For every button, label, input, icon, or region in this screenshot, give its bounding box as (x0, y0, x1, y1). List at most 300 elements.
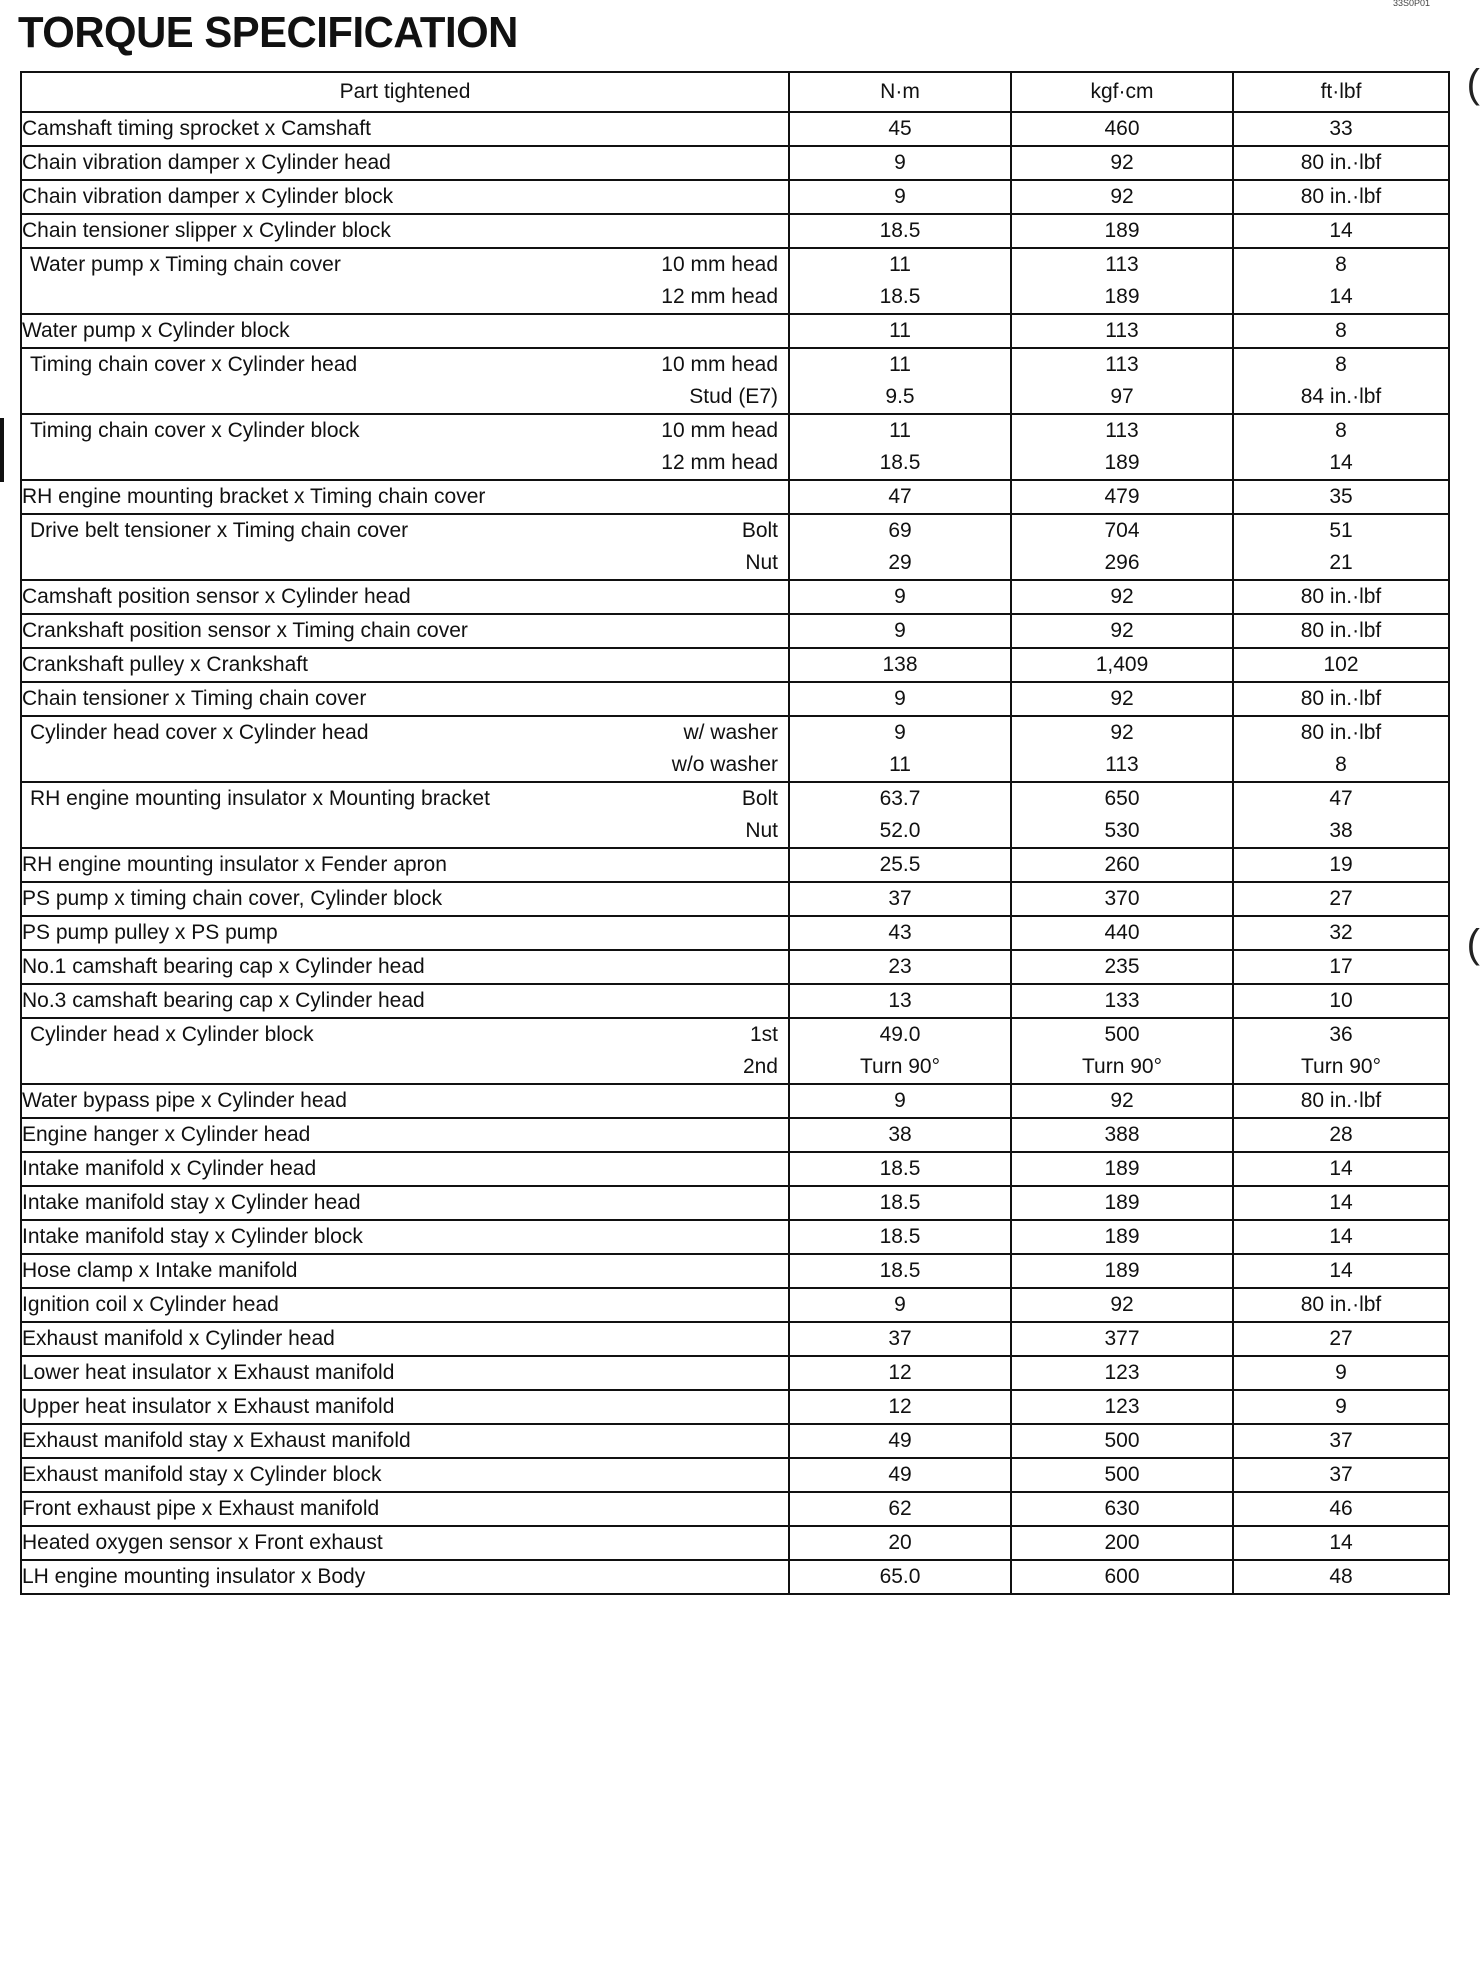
part-name: Crankshaft position sensor x Timing chain cover (22, 619, 468, 642)
part-cell (21, 1084, 789, 1118)
table-row (21, 984, 1449, 1018)
nm-value-cell (789, 248, 1011, 314)
header-ftlbf: ft·lbf (1233, 72, 1449, 112)
table-row (21, 1084, 1449, 1118)
kgfcm-value: 189 (1104, 285, 1140, 308)
nm-value: 49 (888, 1463, 912, 1486)
kgfcm-value: 133 (1104, 989, 1140, 1012)
part-name: LH engine mounting insulator x Body (22, 1565, 366, 1588)
kgfcm-value: 530 (1104, 819, 1140, 842)
kgfcm-value-cell (1011, 1186, 1233, 1220)
part-cell (21, 648, 789, 682)
nm-value-cell (789, 682, 1011, 716)
kgfcm-value: 123 (1104, 1361, 1140, 1384)
part-name: Drive belt tensioner x Timing chain cover (30, 519, 409, 542)
part-cell (21, 1492, 789, 1526)
nm-value: 18.5 (879, 285, 921, 308)
nm-value-cell (789, 1118, 1011, 1152)
part-name: Chain vibration damper x Cylinder block (22, 185, 394, 208)
ftlbf-value: 8 (1335, 353, 1347, 376)
table-row (21, 348, 1449, 414)
table-row (21, 1288, 1449, 1322)
ftlbf-value: 14 (1329, 1225, 1353, 1248)
ftlbf-value-cell (1233, 1356, 1449, 1390)
table-row (21, 1356, 1449, 1390)
table-row (21, 614, 1449, 648)
kgfcm-value-cell (1011, 414, 1233, 480)
ftlbf-value-cell (1233, 1458, 1449, 1492)
ftlbf-value: 80 in.·lbf (1300, 1089, 1382, 1112)
ftlbf-value: 80 in.·lbf (1300, 721, 1382, 744)
part-name: Engine hanger x Cylinder head (22, 1123, 311, 1146)
table-row (21, 146, 1449, 180)
part-name: RH engine mounting bracket x Timing chain cover (22, 485, 486, 508)
nm-value-cell (789, 1322, 1011, 1356)
nm-value-cell (789, 1152, 1011, 1186)
part-name: No.1 camshaft bearing cap x Cylinder head (22, 955, 425, 978)
kgfcm-value-cell (1011, 984, 1233, 1018)
table-row (21, 648, 1449, 682)
part-cell (21, 1254, 789, 1288)
kgfcm-value-cell (1011, 1458, 1233, 1492)
nm-value: 65.0 (879, 1565, 921, 1588)
ftlbf-value: 14 (1329, 1191, 1353, 1214)
ftlbf-value: 47 (1329, 787, 1353, 810)
kgfcm-value: 189 (1104, 451, 1140, 474)
part-name: Intake manifold stay x Cylinder block (22, 1225, 363, 1248)
table-row (21, 248, 1449, 314)
kgfcm-value-cell (1011, 1356, 1233, 1390)
part-name: Chain tensioner x Timing chain cover (22, 687, 367, 710)
ftlbf-value-cell (1233, 1424, 1449, 1458)
ftlbf-value-cell (1233, 1526, 1449, 1560)
kgfcm-value: 377 (1104, 1327, 1140, 1350)
ftlbf-value-cell (1233, 648, 1449, 682)
nm-value-cell (789, 1458, 1011, 1492)
part-name: Water pump x Cylinder block (22, 319, 290, 342)
kgfcm-value-cell (1011, 314, 1233, 348)
condition-label: 2nd (742, 1055, 778, 1078)
ftlbf-value-cell (1233, 614, 1449, 648)
kgfcm-value-cell (1011, 1424, 1233, 1458)
ftlbf-value-cell (1233, 146, 1449, 180)
nm-value: 9 (894, 151, 906, 174)
table-row (21, 950, 1449, 984)
table-row (21, 1458, 1449, 1492)
ftlbf-value-cell (1233, 682, 1449, 716)
margin-bar (0, 418, 4, 482)
part-cell (21, 882, 789, 916)
ftlbf-value: 14 (1329, 1259, 1353, 1282)
nm-value-cell (789, 180, 1011, 214)
nm-value-cell (789, 1492, 1011, 1526)
nm-value: 23 (888, 955, 912, 978)
condition-label: 1st (749, 1023, 778, 1046)
part-cell (21, 248, 789, 314)
ftlbf-value-cell (1233, 414, 1449, 480)
nm-value: 37 (888, 1327, 912, 1350)
nm-value: 25.5 (879, 853, 921, 876)
kgfcm-value-cell (1011, 1322, 1233, 1356)
nm-value: 49 (888, 1429, 912, 1452)
nm-value-cell (789, 314, 1011, 348)
part-cell (21, 414, 789, 480)
part-name: Upper heat insulator x Exhaust manifold (22, 1395, 395, 1418)
kgfcm-value: 92 (1110, 585, 1134, 608)
nm-value-cell (789, 112, 1011, 146)
kgfcm-value-cell (1011, 580, 1233, 614)
ftlbf-value: 28 (1329, 1123, 1353, 1146)
table-row (21, 1220, 1449, 1254)
nm-value: 18.5 (879, 1225, 921, 1248)
condition-label: Stud (E7) (689, 385, 778, 408)
part-cell (21, 1356, 789, 1390)
nm-value: 9 (894, 721, 906, 744)
table-row (21, 1118, 1449, 1152)
ftlbf-value-cell (1233, 514, 1449, 580)
kgfcm-value: 92 (1110, 1293, 1134, 1316)
kgfcm-value-cell (1011, 1118, 1233, 1152)
part-name: Heated oxygen sensor x Front exhaust (22, 1531, 383, 1554)
ftlbf-value: 14 (1329, 219, 1353, 242)
kgfcm-value: 189 (1104, 1259, 1140, 1282)
nm-value-cell (789, 1186, 1011, 1220)
ftlbf-value-cell (1233, 348, 1449, 414)
kgfcm-value-cell (1011, 882, 1233, 916)
ftlbf-value: 9 (1335, 1361, 1347, 1384)
ftlbf-value: 21 (1329, 551, 1353, 574)
part-cell (21, 1118, 789, 1152)
nm-value: 20 (888, 1531, 912, 1554)
kgfcm-value: 123 (1104, 1395, 1140, 1418)
table-row (21, 514, 1449, 580)
ftlbf-value-cell (1233, 1288, 1449, 1322)
table-row (21, 848, 1449, 882)
table-row (21, 1186, 1449, 1220)
part-cell (21, 1018, 789, 1084)
kgfcm-value: 235 (1104, 955, 1140, 978)
kgfcm-value-cell (1011, 1560, 1233, 1594)
kgfcm-value: 189 (1104, 1225, 1140, 1248)
kgfcm-value: 92 (1110, 1089, 1134, 1112)
nm-value: 45 (888, 117, 912, 140)
nm-value: 11 (889, 353, 911, 376)
nm-value-cell (789, 984, 1011, 1018)
table-row (21, 1492, 1449, 1526)
ftlbf-value: 17 (1329, 955, 1353, 978)
kgfcm-value-cell (1011, 480, 1233, 514)
kgfcm-value-cell (1011, 1152, 1233, 1186)
kgfcm-value-cell (1011, 1254, 1233, 1288)
condition-label: Nut (745, 819, 778, 842)
ftlbf-value: 38 (1329, 819, 1353, 842)
table-row (21, 414, 1449, 480)
table-row (21, 180, 1449, 214)
nm-value-cell (789, 514, 1011, 580)
ftlbf-value-cell (1233, 916, 1449, 950)
part-cell (21, 1186, 789, 1220)
nm-value: 29 (888, 551, 912, 574)
nm-value: Turn 90° (860, 1055, 940, 1078)
part-cell (21, 112, 789, 146)
ftlbf-value: 36 (1329, 1023, 1353, 1046)
table-row (21, 480, 1449, 514)
part-name: No.3 camshaft bearing cap x Cylinder head (22, 989, 425, 1012)
ftlbf-value-cell (1233, 1390, 1449, 1424)
ftlbf-value: 14 (1329, 1531, 1353, 1554)
kgfcm-value-cell (1011, 682, 1233, 716)
nm-value: 18.5 (879, 1259, 921, 1282)
ftlbf-value-cell (1233, 1084, 1449, 1118)
nm-value: 9 (894, 687, 906, 710)
kgfcm-value: 92 (1110, 151, 1134, 174)
part-name: Camshaft timing sprocket x Camshaft (22, 117, 371, 140)
part-name: RH engine mounting insulator x Mounting bracket (30, 787, 490, 810)
part-name: Water pump x Timing chain cover (30, 253, 341, 276)
part-cell (21, 950, 789, 984)
ftlbf-value: 102 (1323, 653, 1359, 676)
kgfcm-value-cell (1011, 1390, 1233, 1424)
kgfcm-value: 440 (1104, 921, 1140, 944)
header-nm: N·m (789, 72, 1011, 112)
nm-value-cell (789, 348, 1011, 414)
ftlbf-value: 8 (1335, 419, 1347, 442)
ftlbf-value-cell (1233, 984, 1449, 1018)
kgfcm-value: 200 (1104, 1531, 1140, 1554)
kgfcm-value-cell (1011, 1084, 1233, 1118)
ftlbf-value: 80 in.·lbf (1300, 151, 1382, 174)
part-cell (21, 314, 789, 348)
part-cell (21, 716, 789, 782)
part-name: Lower heat insulator x Exhaust manifold (22, 1361, 395, 1384)
kgfcm-value: 260 (1104, 853, 1140, 876)
condition-label: 10 mm head (661, 419, 778, 442)
ftlbf-value: 51 (1329, 519, 1353, 542)
kgfcm-value-cell (1011, 146, 1233, 180)
kgfcm-value: 113 (1105, 353, 1139, 376)
torque-spec-table (20, 71, 1450, 1595)
ftlbf-value-cell (1233, 214, 1449, 248)
ftlbf-value-cell (1233, 180, 1449, 214)
nm-value-cell (789, 882, 1011, 916)
ftlbf-value: 48 (1329, 1565, 1353, 1588)
ftlbf-value: 27 (1329, 887, 1353, 910)
part-cell (21, 1152, 789, 1186)
condition-label: Bolt (741, 787, 778, 810)
part-name: Exhaust manifold stay x Cylinder block (22, 1463, 382, 1486)
part-cell (21, 1390, 789, 1424)
ftlbf-value: 35 (1329, 485, 1353, 508)
kgfcm-value-cell (1011, 514, 1233, 580)
kgfcm-value-cell (1011, 648, 1233, 682)
kgfcm-value-cell (1011, 950, 1233, 984)
table-row (21, 916, 1449, 950)
part-name: Chain vibration damper x Cylinder head (22, 151, 391, 174)
table-header-row (21, 72, 1449, 112)
header-part-tightened: Part tightened (21, 72, 789, 112)
nm-value: 11 (889, 753, 911, 776)
part-name: Water bypass pipe x Cylinder head (22, 1089, 347, 1112)
part-name: PS pump pulley x PS pump (22, 921, 278, 944)
ftlbf-value: 37 (1329, 1429, 1353, 1452)
ftlbf-value: 10 (1329, 989, 1353, 1012)
nm-value: 11 (889, 319, 911, 342)
kgfcm-value-cell (1011, 916, 1233, 950)
ftlbf-value: 14 (1329, 1157, 1353, 1180)
part-cell (21, 1288, 789, 1322)
part-name: RH engine mounting insulator x Fender apron (22, 853, 447, 876)
nm-value: 9 (894, 1293, 906, 1316)
ftlbf-value: 80 in.·lbf (1300, 619, 1382, 642)
kgfcm-value-cell (1011, 214, 1233, 248)
kgfcm-value: 370 (1104, 887, 1140, 910)
kgfcm-value: 92 (1110, 687, 1134, 710)
part-name: Exhaust manifold stay x Exhaust manifold (22, 1429, 411, 1452)
kgfcm-value: 189 (1104, 1157, 1140, 1180)
table-row (21, 1152, 1449, 1186)
header-kgfcm: kgf·cm (1011, 72, 1233, 112)
kgfcm-value: 113 (1105, 419, 1139, 442)
part-name: Cylinder head cover x Cylinder head (30, 721, 369, 744)
kgfcm-value: 113 (1105, 319, 1139, 342)
kgfcm-value: 189 (1104, 219, 1140, 242)
part-cell (21, 146, 789, 180)
ftlbf-value: Turn 90° (1301, 1055, 1381, 1078)
table-row (21, 314, 1449, 348)
kgfcm-value: 479 (1104, 485, 1140, 508)
table-row (21, 1018, 1449, 1084)
ftlbf-value: 80 in.·lbf (1300, 585, 1382, 608)
part-name: Exhaust manifold x Cylinder head (22, 1327, 335, 1350)
ftlbf-value-cell (1233, 1322, 1449, 1356)
ftlbf-value-cell (1233, 950, 1449, 984)
nm-value: 12 (888, 1361, 912, 1384)
part-cell (21, 1458, 789, 1492)
kgfcm-value-cell (1011, 614, 1233, 648)
ftlbf-value: 80 in.·lbf (1300, 185, 1382, 208)
ftlbf-value: 80 in.·lbf (1300, 1293, 1382, 1316)
nm-value-cell (789, 580, 1011, 614)
ftlbf-value: 27 (1329, 1327, 1353, 1350)
kgfcm-value-cell (1011, 348, 1233, 414)
nm-value: 138 (882, 653, 918, 676)
part-cell (21, 1322, 789, 1356)
nm-value: 37 (888, 887, 912, 910)
nm-value-cell (789, 146, 1011, 180)
kgfcm-value: 500 (1104, 1463, 1140, 1486)
condition-label: 12 mm head (661, 451, 778, 474)
condition-label: 10 mm head (661, 253, 778, 276)
part-name: Front exhaust pipe x Exhaust manifold (22, 1497, 380, 1520)
kgfcm-value: 704 (1104, 519, 1140, 542)
kgfcm-value: 92 (1110, 185, 1134, 208)
ftlbf-value-cell (1233, 1560, 1449, 1594)
ftlbf-value: 8 (1335, 253, 1347, 276)
ftlbf-value-cell (1233, 314, 1449, 348)
nm-value-cell (789, 1220, 1011, 1254)
nm-value: 18.5 (879, 1191, 921, 1214)
part-name: Timing chain cover x Cylinder block (30, 419, 360, 442)
kgfcm-value: 600 (1104, 1565, 1140, 1588)
part-name: PS pump x timing chain cover, Cylinder block (22, 887, 443, 910)
part-name: Hose clamp x Intake manifold (22, 1259, 298, 1282)
kgfcm-value-cell (1011, 112, 1233, 146)
table-row (21, 682, 1449, 716)
nm-value: 63.7 (879, 787, 921, 810)
table-row (21, 112, 1449, 146)
nm-value-cell (789, 214, 1011, 248)
kgfcm-value: 296 (1104, 551, 1140, 574)
nm-value: 43 (888, 921, 912, 944)
nm-value-cell (789, 1560, 1011, 1594)
kgfcm-value: Turn 90° (1082, 1055, 1162, 1078)
page-title: TORQUE SPECIFICATION (18, 8, 518, 57)
kgfcm-value-cell (1011, 848, 1233, 882)
nm-value-cell (789, 648, 1011, 682)
condition-label: 12 mm head (661, 285, 778, 308)
nm-value: 49.0 (879, 1023, 921, 1046)
nm-value-cell (789, 1526, 1011, 1560)
part-cell (21, 1526, 789, 1560)
table-row (21, 1526, 1449, 1560)
kgfcm-value-cell (1011, 180, 1233, 214)
part-cell (21, 984, 789, 1018)
part-cell (21, 180, 789, 214)
nm-value-cell (789, 1424, 1011, 1458)
nm-value: 9 (894, 1089, 906, 1112)
nm-value: 9.5 (885, 385, 915, 408)
condition-label: 10 mm head (661, 353, 778, 376)
ftlbf-value: 46 (1329, 1497, 1353, 1520)
nm-value-cell (789, 916, 1011, 950)
margin-mark: ( (1466, 62, 1480, 106)
kgfcm-value: 460 (1104, 117, 1140, 140)
nm-value: 52.0 (879, 819, 921, 842)
nm-value-cell (789, 414, 1011, 480)
ftlbf-value: 32 (1329, 921, 1353, 944)
nm-value: 47 (888, 485, 912, 508)
kgfcm-value: 1,409 (1095, 653, 1149, 676)
part-name: Crankshaft pulley x Crankshaft (22, 653, 308, 676)
part-cell (21, 214, 789, 248)
part-name: Ignition coil x Cylinder head (22, 1293, 279, 1316)
ftlbf-value-cell (1233, 1492, 1449, 1526)
table-row (21, 716, 1449, 782)
ftlbf-value-cell (1233, 782, 1449, 848)
part-cell (21, 348, 789, 414)
kgfcm-value: 630 (1104, 1497, 1140, 1520)
table-row (21, 1390, 1449, 1424)
ftlbf-value: 8 (1335, 753, 1347, 776)
kgfcm-value-cell (1011, 1526, 1233, 1560)
nm-value: 12 (888, 1395, 912, 1418)
part-cell (21, 848, 789, 882)
part-name: Chain tensioner slipper x Cylinder block (22, 219, 391, 242)
ftlbf-value-cell (1233, 248, 1449, 314)
nm-value: 11 (889, 419, 911, 442)
kgfcm-value-cell (1011, 248, 1233, 314)
nm-value: 13 (888, 989, 912, 1012)
kgfcm-value-cell (1011, 716, 1233, 782)
kgfcm-value-cell (1011, 1018, 1233, 1084)
part-cell (21, 1424, 789, 1458)
nm-value: 9 (894, 619, 906, 642)
nm-value-cell (789, 1356, 1011, 1390)
condition-label: Nut (745, 551, 778, 574)
ftlbf-value-cell (1233, 848, 1449, 882)
nm-value-cell (789, 1390, 1011, 1424)
nm-value-cell (789, 848, 1011, 882)
